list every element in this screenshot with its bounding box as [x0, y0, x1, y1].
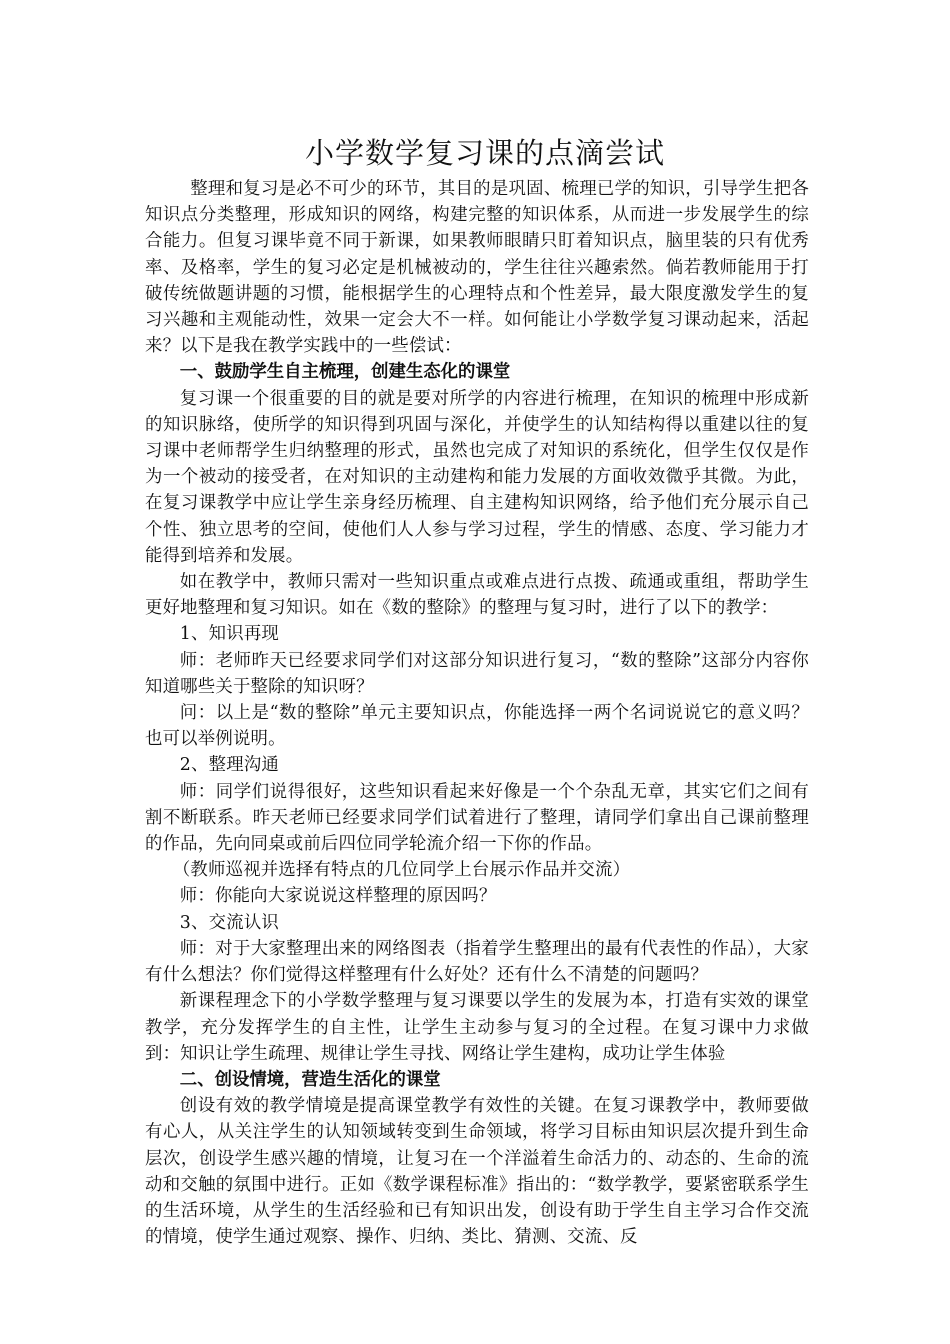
section1-paragraph-1: 复习课一个很重要的目的就是要对所学的内容进行梳理，在知识的梳理中形成新的知识脉络，使所学的知识得到巩固与深化，并使学生的认知结构得以重建以往的复习课中老师帮学生归纳整理的形式，虽然也完成了对知识的系统化，但学生仅仅是作为一个被动的接受者，在对知识的主动建构和能力发展的方面收效微乎其微。为此，在复习课教学中应让学生亲身经历梳理、自主建构知识网络，给予他们充分展示自己个性、独立思考的空间，使他们人人参与学习过程，学生的情感、态度、学习能力才能得到培养和发展。: [145, 388, 809, 566]
step-2-note: （教师巡视并选择有特点的几位同学上台展示作品并交流）: [172, 860, 631, 881]
step-3-label: 3、交流认识: [179, 912, 280, 933]
document-title: 小学数学复习课的点滴尝试: [304, 136, 665, 170]
step-3-teacher-line: 师：对于大家整理出来的网络图表（指着学生整理出的最有代表性的作品），大家有什么想法？你们觉得这样整理有什么好处？还有什么不清楚的问题吗？: [145, 938, 809, 986]
section-heading-2: 二、创设情境，营造生活化的课堂: [179, 1069, 441, 1090]
step-1-teacher-line: 师：老师昨天已经要求同学们对这部分知识进行复习，“数的整除”这部分内容你知道哪些关于整除的知识呀？: [145, 650, 809, 697]
document-body: [145, 176, 809, 1250]
step-1-question-line: 问：以上是“数的整除”单元主要知识点，你能选择一两个名词说说它的意义吗？也可以举例说明。: [145, 703, 809, 750]
intro-paragraph: 整理和复习是必不可少的环节，其目的是巩固、梳理已学的知识，引导学生把各知识点分类整理，形成知识的网络，构建完整的知识体系，从而进一步发展学生的综合能力。但复习课毕竟不同于新课，如果教师眼睛只盯着知识点，脑里装的只有优秀率、及格率，学生的复习必定是机械被动的，学生往往兴趣索然。倘若教师能用于打破传统做题讲题的习惯，能根据学生的心理特点和个性差异，最大限度激发学生的复习兴趣和主观能动性，效果一定会大不一样。如何能让小学数学复习课动起来，活起来？以下是我在教学实践中的一些偿试：: [145, 179, 809, 357]
step-1-label: 1、知识再现: [179, 624, 280, 645]
step-2-teacher-line: 师：同学们说得很好，这些知识看起来好像是一个个杂乱无章，其实它们之间有割不断联系。昨天老师已经要求同学们试着进行了整理，请同学们拿出自己课前整理的作品，先向同桌或前后四位同学轮流介绍一下你的作品。: [145, 781, 809, 855]
step-2-teacher-line-2: 师：你能向大家说说这样整理的原因吗？: [179, 886, 497, 907]
section-heading-1: 一、鼓励学生自主梳理，创建生态化的课堂: [179, 362, 511, 383]
section1-paragraph-2: 如在教学中，教师只需对一些知识重点或难点进行点拨、疏通或重组，帮助学生更好地整理和复习知识。如在《数的整除》的整理与复习时，进行了以下的教学：: [145, 572, 809, 619]
section1-summary: 新课程理念下的小学数学整理与复习课要以学生的发展为本，打造有实效的课堂教学，充分发挥学生的自主性，让学生主动参与复习的全过程。在复习课中力求做到：知识让学生疏理、规律让学生寻找、网络让学生建构，成功让学生体验: [145, 991, 809, 1064]
section2-paragraph-1: 创设有效的教学情境是提高课堂教学有效性的关键。在复习课教学中，教师要做有心人，从关注学生的认知领域转变到生命领域，将学习目标由知识层次提升到生命层次，创设学生感兴趣的情境，让复习在一个洋溢着生命活力的、动态的、生命的流动和交触的氛围中进行。正如《数学课程标准》指出的：“数学教学，要紧密联系学生的生活环境，从学生的生活经验和已有知识出发，创设有助于学生自主学习合作交流的情境，使学生通过观察、操作、归纳、类比、猜测、交流、反: [145, 1096, 809, 1248]
step-2-label: 2、整理沟通: [179, 755, 280, 776]
